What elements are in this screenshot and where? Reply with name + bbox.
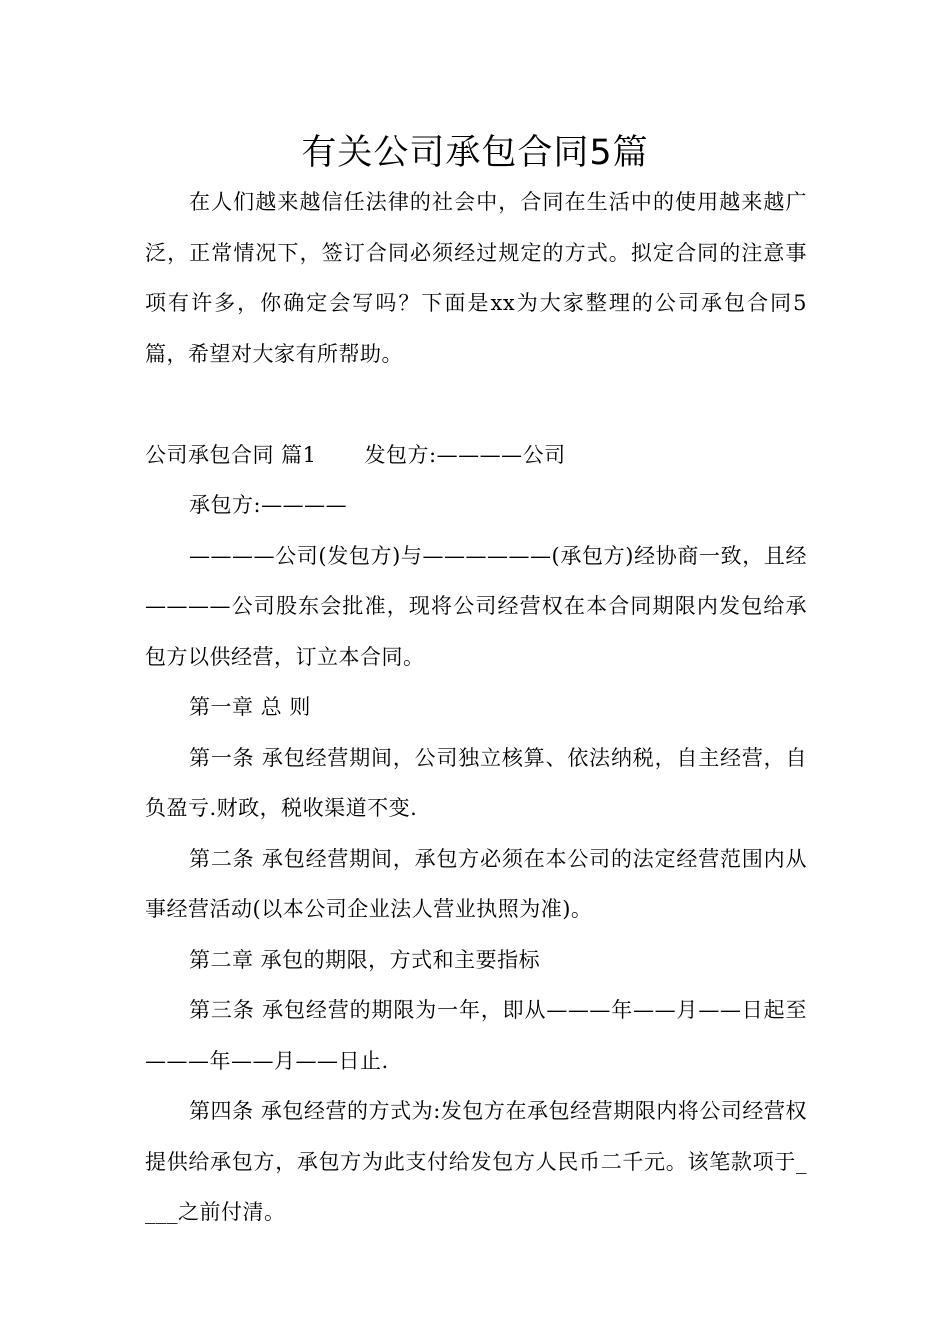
article-1: 第一条 承包经营期间，公司独立核算、依法纳税，自主经营，自负盈亏.财政，税收渠道不变. bbox=[145, 745, 807, 820]
document-title: 有关公司承包合同5篇 bbox=[301, 133, 649, 173]
section-heading-line bbox=[145, 430, 807, 481]
article-3: 第三条 承包经营的期限为一年，即从———年——月——日起至———年——月——日止. bbox=[145, 998, 807, 1073]
article-4: 第四条 承包经营的方式为:发包方在承包经营期限内将公司经营权提供给承包方，承包方为此支付给发包方人民币二千元。该笔款项于____之前付清。 bbox=[145, 1099, 807, 1224]
article-2: 第二条 承包经营期间，承包方必须在本公司的法定经营范围内从事经营活动(以本公司企业法人营业执照为准)。 bbox=[145, 846, 807, 921]
chapter-2-heading: 第二章 承包的期限，方式和主要指标 bbox=[189, 947, 541, 972]
preamble-paragraph: ————公司(发包方)与——————(承包方)经协商一致，且经————公司股东会批准，现将公司经营权在本合同期限内发包给承包方以供经营，订立本合同。 bbox=[145, 543, 807, 669]
party-a-line: 发包方:————公司 bbox=[364, 442, 566, 467]
party-b-line: 承包方:———— bbox=[189, 493, 348, 517]
section-heading: 公司承包合同 篇1 bbox=[145, 442, 317, 467]
intro-paragraph: 在人们越来越信任法律的社会中，合同在生活中的使用越来越广泛，正常情况下，签订合同必须经过规定的方式。拟定合同的注意事项有许多，你确定会写吗？下面是xx为大家整理的公司承包合同5篇，希望对大家有所帮助。 bbox=[145, 190, 807, 366]
chapter-1-heading: 第一章 总 则 bbox=[189, 695, 311, 719]
blank-line bbox=[145, 379, 807, 430]
document-body bbox=[145, 177, 807, 1238]
